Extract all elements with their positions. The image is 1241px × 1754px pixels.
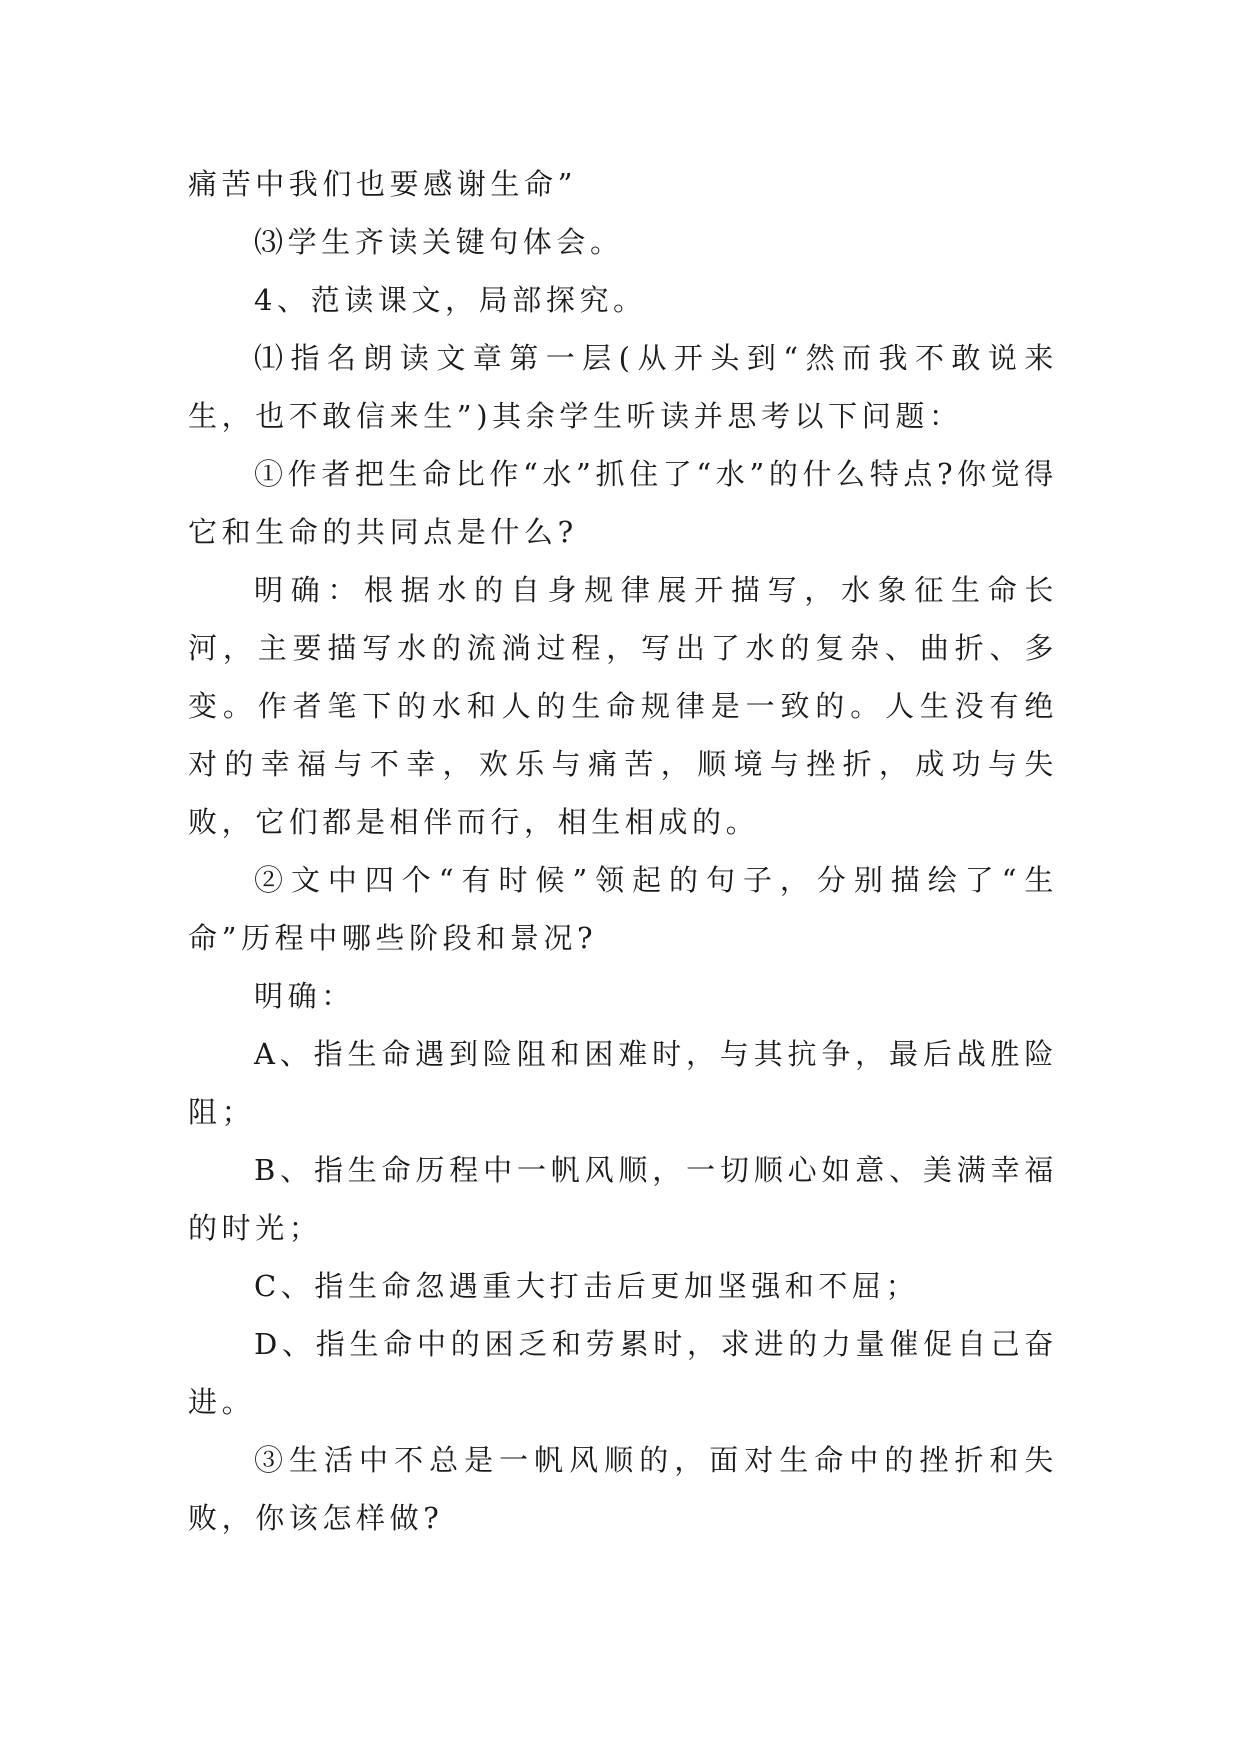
question-1: ①作者把生命比作“水”抓住了“水”的什么特点?你觉得它和生命的共同点是什么? <box>188 457 1058 549</box>
body-text <box>188 155 1058 1547</box>
paragraph-step-3: ⑶学生齐读关键句体会。 <box>254 225 624 259</box>
answer-2-heading: 明确： <box>254 979 355 1013</box>
answer-2-item-a: A、指生命遇到险阻和困难时，与其抗争，最后战胜险阻； <box>188 1037 1058 1129</box>
answer-2-item-d: D、指生命中的困乏和劳累时，求进的力量催促自己奋进。 <box>188 1327 1058 1419</box>
paragraph-continuation: 痛苦中我们也要感谢生命” <box>188 167 578 201</box>
answer-1: 明确：根据水的自身规律展开描写，水象征生命长河，主要描写水的流淌过程，写出了水的复杂、曲折、多变。作者笔下的水和人的生命规律是一致的。人生没有绝对的幸福与不幸，欢乐与痛苦，顺境与挫折，成功与失败，它们都是相伴而行，相生相成的。 <box>188 573 1058 839</box>
answer-2-item-c: C、指生命忽遇重大打击后更加坚强和不屈； <box>254 1269 920 1303</box>
question-2: ②文中四个“有时候”领起的句子，分别描绘了“生命”历程中哪些阶段和景况? <box>188 863 1058 955</box>
paragraph-section-4: 4、范读课文，局部探究。 <box>254 283 647 317</box>
question-3: ③生活中不总是一帆风顺的，面对生命中的挫折和失败，你该怎样做? <box>188 1443 1058 1535</box>
answer-2-item-b: B、指生命历程中一帆风顺，一切顺心如意、美满幸福的时光； <box>188 1153 1058 1245</box>
paragraph-step-1: ⑴指名朗读文章第一层(从开头到“然而我不敢说来生，也不敢信来生”)其余学生听读并思考以下问题： <box>188 341 1058 433</box>
